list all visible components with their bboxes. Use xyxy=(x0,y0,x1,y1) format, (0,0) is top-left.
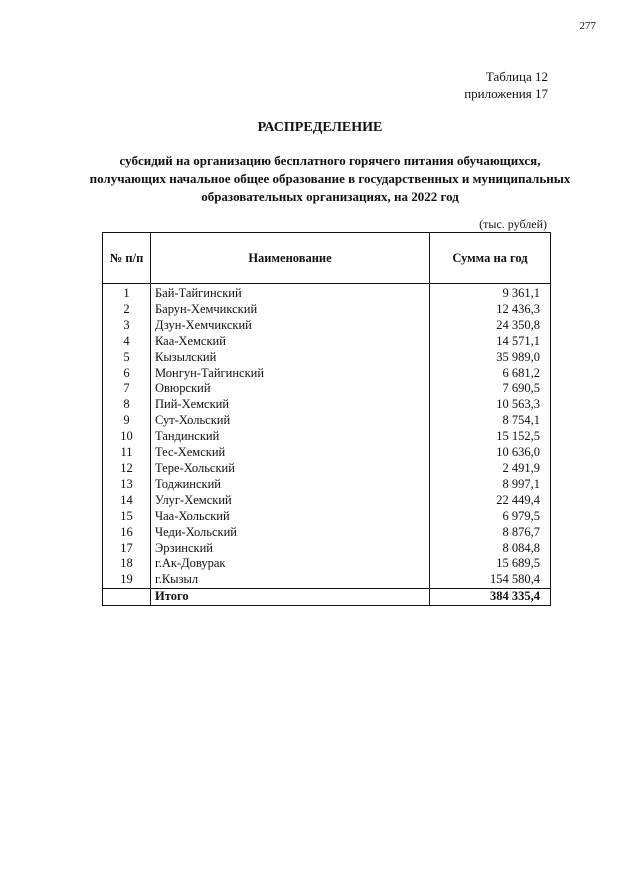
row-name: Тере-Хольский xyxy=(151,461,430,477)
row-name: г.Ак-Довурак xyxy=(151,556,430,572)
row-number: 18 xyxy=(103,556,151,572)
row-sum: 6 979,5 xyxy=(430,509,551,525)
row-number: 14 xyxy=(103,493,151,509)
row-sum: 8 084,8 xyxy=(430,541,551,557)
table-row xyxy=(103,525,551,541)
row-sum: 10 636,0 xyxy=(430,445,551,461)
row-name: Сут-Хольский xyxy=(151,413,430,429)
row-sum: 154 580,4 xyxy=(430,572,551,588)
row-sum: 8 876,7 xyxy=(430,525,551,541)
header-sum: Сумма на год xyxy=(430,233,551,284)
table-row xyxy=(103,556,551,572)
row-sum: 12 436,3 xyxy=(430,302,551,318)
document-title: РАСПРЕДЕЛЕНИЕ xyxy=(257,120,383,135)
table-row xyxy=(103,334,551,350)
total-row-number xyxy=(103,589,151,606)
row-name: г.Кызыл xyxy=(151,572,430,588)
row-name: Чеди-Хольский xyxy=(151,525,430,541)
row-name: Эрзинский xyxy=(151,541,430,557)
table-body xyxy=(103,284,551,606)
row-number: 6 xyxy=(103,366,151,382)
table-row xyxy=(103,284,551,302)
row-name: Тес-Хемский xyxy=(151,445,430,461)
total-row-sum: 384 335,4 xyxy=(430,589,551,606)
table-row xyxy=(103,381,551,397)
row-number: 1 xyxy=(103,284,151,302)
row-number: 7 xyxy=(103,381,151,397)
table-row xyxy=(103,397,551,413)
page-number: 277 xyxy=(579,20,596,32)
row-name: Тоджинский xyxy=(151,477,430,493)
row-number: 2 xyxy=(103,302,151,318)
row-name: Кызылский xyxy=(151,350,430,366)
row-name: Дзун-Хемчикский xyxy=(151,318,430,334)
row-sum: 24 350,8 xyxy=(430,318,551,334)
row-sum: 35 989,0 xyxy=(430,350,551,366)
header-name: Наименование xyxy=(151,233,430,284)
total-row-name: Итого xyxy=(151,589,430,606)
table-row xyxy=(103,572,551,588)
table-header-row xyxy=(103,233,551,284)
table-row xyxy=(103,429,551,445)
row-sum: 7 690,5 xyxy=(430,381,551,397)
table-row xyxy=(103,413,551,429)
row-name: Бай-Тайгинский xyxy=(151,284,430,302)
row-sum: 8 754,1 xyxy=(430,413,551,429)
row-number: 8 xyxy=(103,397,151,413)
table-reference-line-1: Таблица 12 xyxy=(485,69,548,84)
row-name: Пий-Хемский xyxy=(151,397,430,413)
table-reference-line-2: приложения 17 xyxy=(464,86,548,101)
row-number: 4 xyxy=(103,334,151,350)
row-number: 16 xyxy=(103,525,151,541)
table-row xyxy=(103,350,551,366)
row-sum: 15 152,5 xyxy=(430,429,551,445)
row-number: 3 xyxy=(103,318,151,334)
distribution-table xyxy=(102,232,551,606)
row-sum: 14 571,1 xyxy=(430,334,551,350)
table-row xyxy=(103,477,551,493)
table-row xyxy=(103,302,551,318)
table-row xyxy=(103,493,551,509)
row-sum: 2 491,9 xyxy=(430,461,551,477)
table-reference xyxy=(464,68,548,102)
row-name: Тандинский xyxy=(151,429,430,445)
row-number: 12 xyxy=(103,461,151,477)
row-name: Улуг-Хемский xyxy=(151,493,430,509)
row-sum: 6 681,2 xyxy=(430,366,551,382)
table-row xyxy=(103,541,551,557)
row-name: Овюрский xyxy=(151,381,430,397)
header-number: № п/п xyxy=(103,233,151,284)
row-name: Барун-Хемчикский xyxy=(151,302,430,318)
row-sum: 22 449,4 xyxy=(430,493,551,509)
row-number: 19 xyxy=(103,572,151,588)
row-sum: 8 997,1 xyxy=(430,477,551,493)
row-sum: 15 689,5 xyxy=(430,556,551,572)
row-sum: 9 361,1 xyxy=(430,284,551,302)
table-row xyxy=(103,509,551,525)
table-row xyxy=(103,445,551,461)
row-number: 9 xyxy=(103,413,151,429)
row-number: 15 xyxy=(103,509,151,525)
row-name: Чаа-Хольский xyxy=(151,509,430,525)
row-number: 13 xyxy=(103,477,151,493)
document-subtitle: субсидий на организацию бесплатного горячего питания обучающихся, получающих начальное общее образование в государственных и муниципальных образовательных организациях, на 2022 год xyxy=(89,153,571,204)
table-row xyxy=(103,318,551,334)
units-note: (тыс. рублей) xyxy=(479,217,547,231)
row-number: 10 xyxy=(103,429,151,445)
row-name: Каа-Хемский xyxy=(151,334,430,350)
table-row xyxy=(103,461,551,477)
row-name: Монгун-Тайгинский xyxy=(151,366,430,382)
row-sum: 10 563,3 xyxy=(430,397,551,413)
row-number: 11 xyxy=(103,445,151,461)
table-row xyxy=(103,366,551,382)
row-number: 5 xyxy=(103,350,151,366)
table-total-row xyxy=(103,589,551,606)
row-number: 17 xyxy=(103,541,151,557)
